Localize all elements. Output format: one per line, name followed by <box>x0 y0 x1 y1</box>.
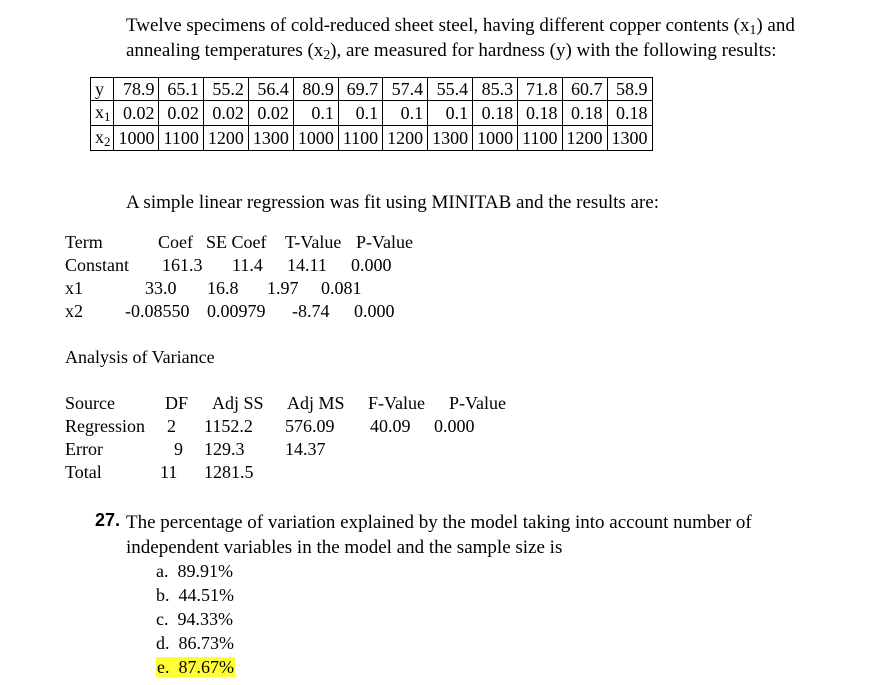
table-cell: 0.18 <box>518 101 562 126</box>
anova-p: 0.000 <box>434 416 475 436</box>
problem-intro <box>126 14 795 64</box>
table-cell: 78.9 <box>114 78 159 101</box>
coef-p: 0.000 <box>354 301 395 321</box>
highlighted-answer: e. 87.67% <box>157 657 234 677</box>
table-cell: 1100 <box>338 126 382 151</box>
table-cell: 1200 <box>383 126 428 151</box>
table-cell: 1100 <box>518 126 562 151</box>
table-cell: 0.1 <box>338 101 382 126</box>
table-cell: 57.4 <box>383 78 428 101</box>
anova-header-f: F-Value <box>368 393 425 413</box>
coef-t: 1.97 <box>267 278 299 298</box>
coef-header-term: Term <box>65 232 103 252</box>
table-cell: 71.8 <box>518 78 562 101</box>
table-cell: 55.4 <box>428 78 473 101</box>
coef-value: -0.08550 <box>125 301 190 321</box>
row-label: x2 <box>91 126 114 151</box>
table-cell: 0.02 <box>159 101 203 126</box>
table-cell: 1000 <box>114 126 159 151</box>
anova-header-ss: Adj SS <box>212 393 264 413</box>
table-cell: 0.18 <box>562 101 607 126</box>
option-e <box>156 657 235 678</box>
anova-source: Error <box>65 439 103 459</box>
table-cell: 55.2 <box>203 78 248 101</box>
anova-source: Regression <box>65 416 145 436</box>
table-cell: 85.3 <box>473 78 518 101</box>
anova-f: 40.09 <box>370 416 411 436</box>
anova-header-p: P-Value <box>449 393 506 413</box>
coef-t: -8.74 <box>292 301 330 321</box>
coef-se: 16.8 <box>207 278 239 298</box>
option-c: c. 94.33% <box>156 609 233 629</box>
anova-df: 9 <box>174 439 183 459</box>
table-cell: 69.7 <box>338 78 382 101</box>
table-cell: 0.1 <box>428 101 473 126</box>
table-cell: 0.18 <box>607 101 652 126</box>
coef-p: 0.000 <box>351 255 392 275</box>
table-cell: 60.7 <box>562 78 607 101</box>
table-cell: 0.1 <box>383 101 428 126</box>
table-cell: 1200 <box>562 126 607 151</box>
table-cell: 0.02 <box>114 101 159 126</box>
coef-header-t: T-Value <box>285 232 342 252</box>
specimen-data-table <box>90 77 653 151</box>
coef-p: 0.081 <box>321 278 362 298</box>
table-cell: 1200 <box>203 126 248 151</box>
coef-t: 14.11 <box>287 255 327 275</box>
option-b: b. 44.51% <box>156 585 234 605</box>
table-cell: 0.02 <box>248 101 293 126</box>
anova-title: Analysis of Variance <box>65 347 215 367</box>
table-cell: 1300 <box>607 126 652 151</box>
table-cell: 1000 <box>293 126 338 151</box>
table-cell: 1300 <box>428 126 473 151</box>
anova-ss: 1152.2 <box>204 416 253 436</box>
table-cell: 0.02 <box>203 101 248 126</box>
table-cell: 58.9 <box>607 78 652 101</box>
table-cell: 0.18 <box>473 101 518 126</box>
option-a: a. 89.91% <box>156 561 233 581</box>
row-label: x1 <box>91 101 114 126</box>
anova-ss: 129.3 <box>204 439 245 459</box>
coef-header-coef: Coef <box>158 232 193 252</box>
table-cell: 65.1 <box>159 78 203 101</box>
row-label: y <box>91 78 114 101</box>
data-table-row <box>91 126 653 151</box>
anova-header-df: DF <box>165 393 189 413</box>
regression-intro: A simple linear regression was fit using MINITAB and the results are: <box>126 192 660 213</box>
coef-se: 11.4 <box>232 255 263 275</box>
table-cell: 1000 <box>473 126 518 151</box>
anova-df: 2 <box>167 416 176 436</box>
question-number: 27. <box>95 510 121 530</box>
coef-term: Constant <box>65 255 130 275</box>
option-d: d. 86.73% <box>156 633 234 653</box>
anova-source: Total <box>65 462 102 482</box>
coef-header-se: SE Coef <box>206 232 267 252</box>
data-table-row <box>91 101 653 126</box>
question-line-2: independent variables in the model and the sample size is <box>126 537 563 558</box>
table-cell: 80.9 <box>293 78 338 101</box>
coef-value: 161.3 <box>162 255 203 275</box>
coef-term: x2 <box>65 301 83 321</box>
question-line-1: The percentage of variation explained by the model taking into account number of <box>126 512 752 533</box>
coef-header-p: P-Value <box>356 232 413 252</box>
anova-df: 11 <box>160 462 178 482</box>
anova-header-ms: Adj MS <box>287 393 345 413</box>
anova-ms: 576.09 <box>285 416 335 436</box>
intro-line-2: annealing temperatures (x2), are measured for hardness (y) with the following results: <box>126 40 777 62</box>
table-cell: 56.4 <box>248 78 293 101</box>
coef-value: 33.0 <box>145 278 177 298</box>
anova-ss: 1281.5 <box>204 462 254 482</box>
table-cell: 1300 <box>248 126 293 151</box>
coef-se: 0.00979 <box>207 301 266 321</box>
question-text <box>126 510 752 560</box>
table-cell: 1100 <box>159 126 203 151</box>
anova-ms: 14.37 <box>285 439 326 459</box>
coef-term: x1 <box>65 278 83 298</box>
table-cell: 0.1 <box>293 101 338 126</box>
intro-line-1: Twelve specimens of cold-reduced sheet steel, having different copper contents (x1) and <box>126 15 795 37</box>
data-table-row <box>91 78 653 101</box>
anova-header-source: Source <box>65 393 115 413</box>
